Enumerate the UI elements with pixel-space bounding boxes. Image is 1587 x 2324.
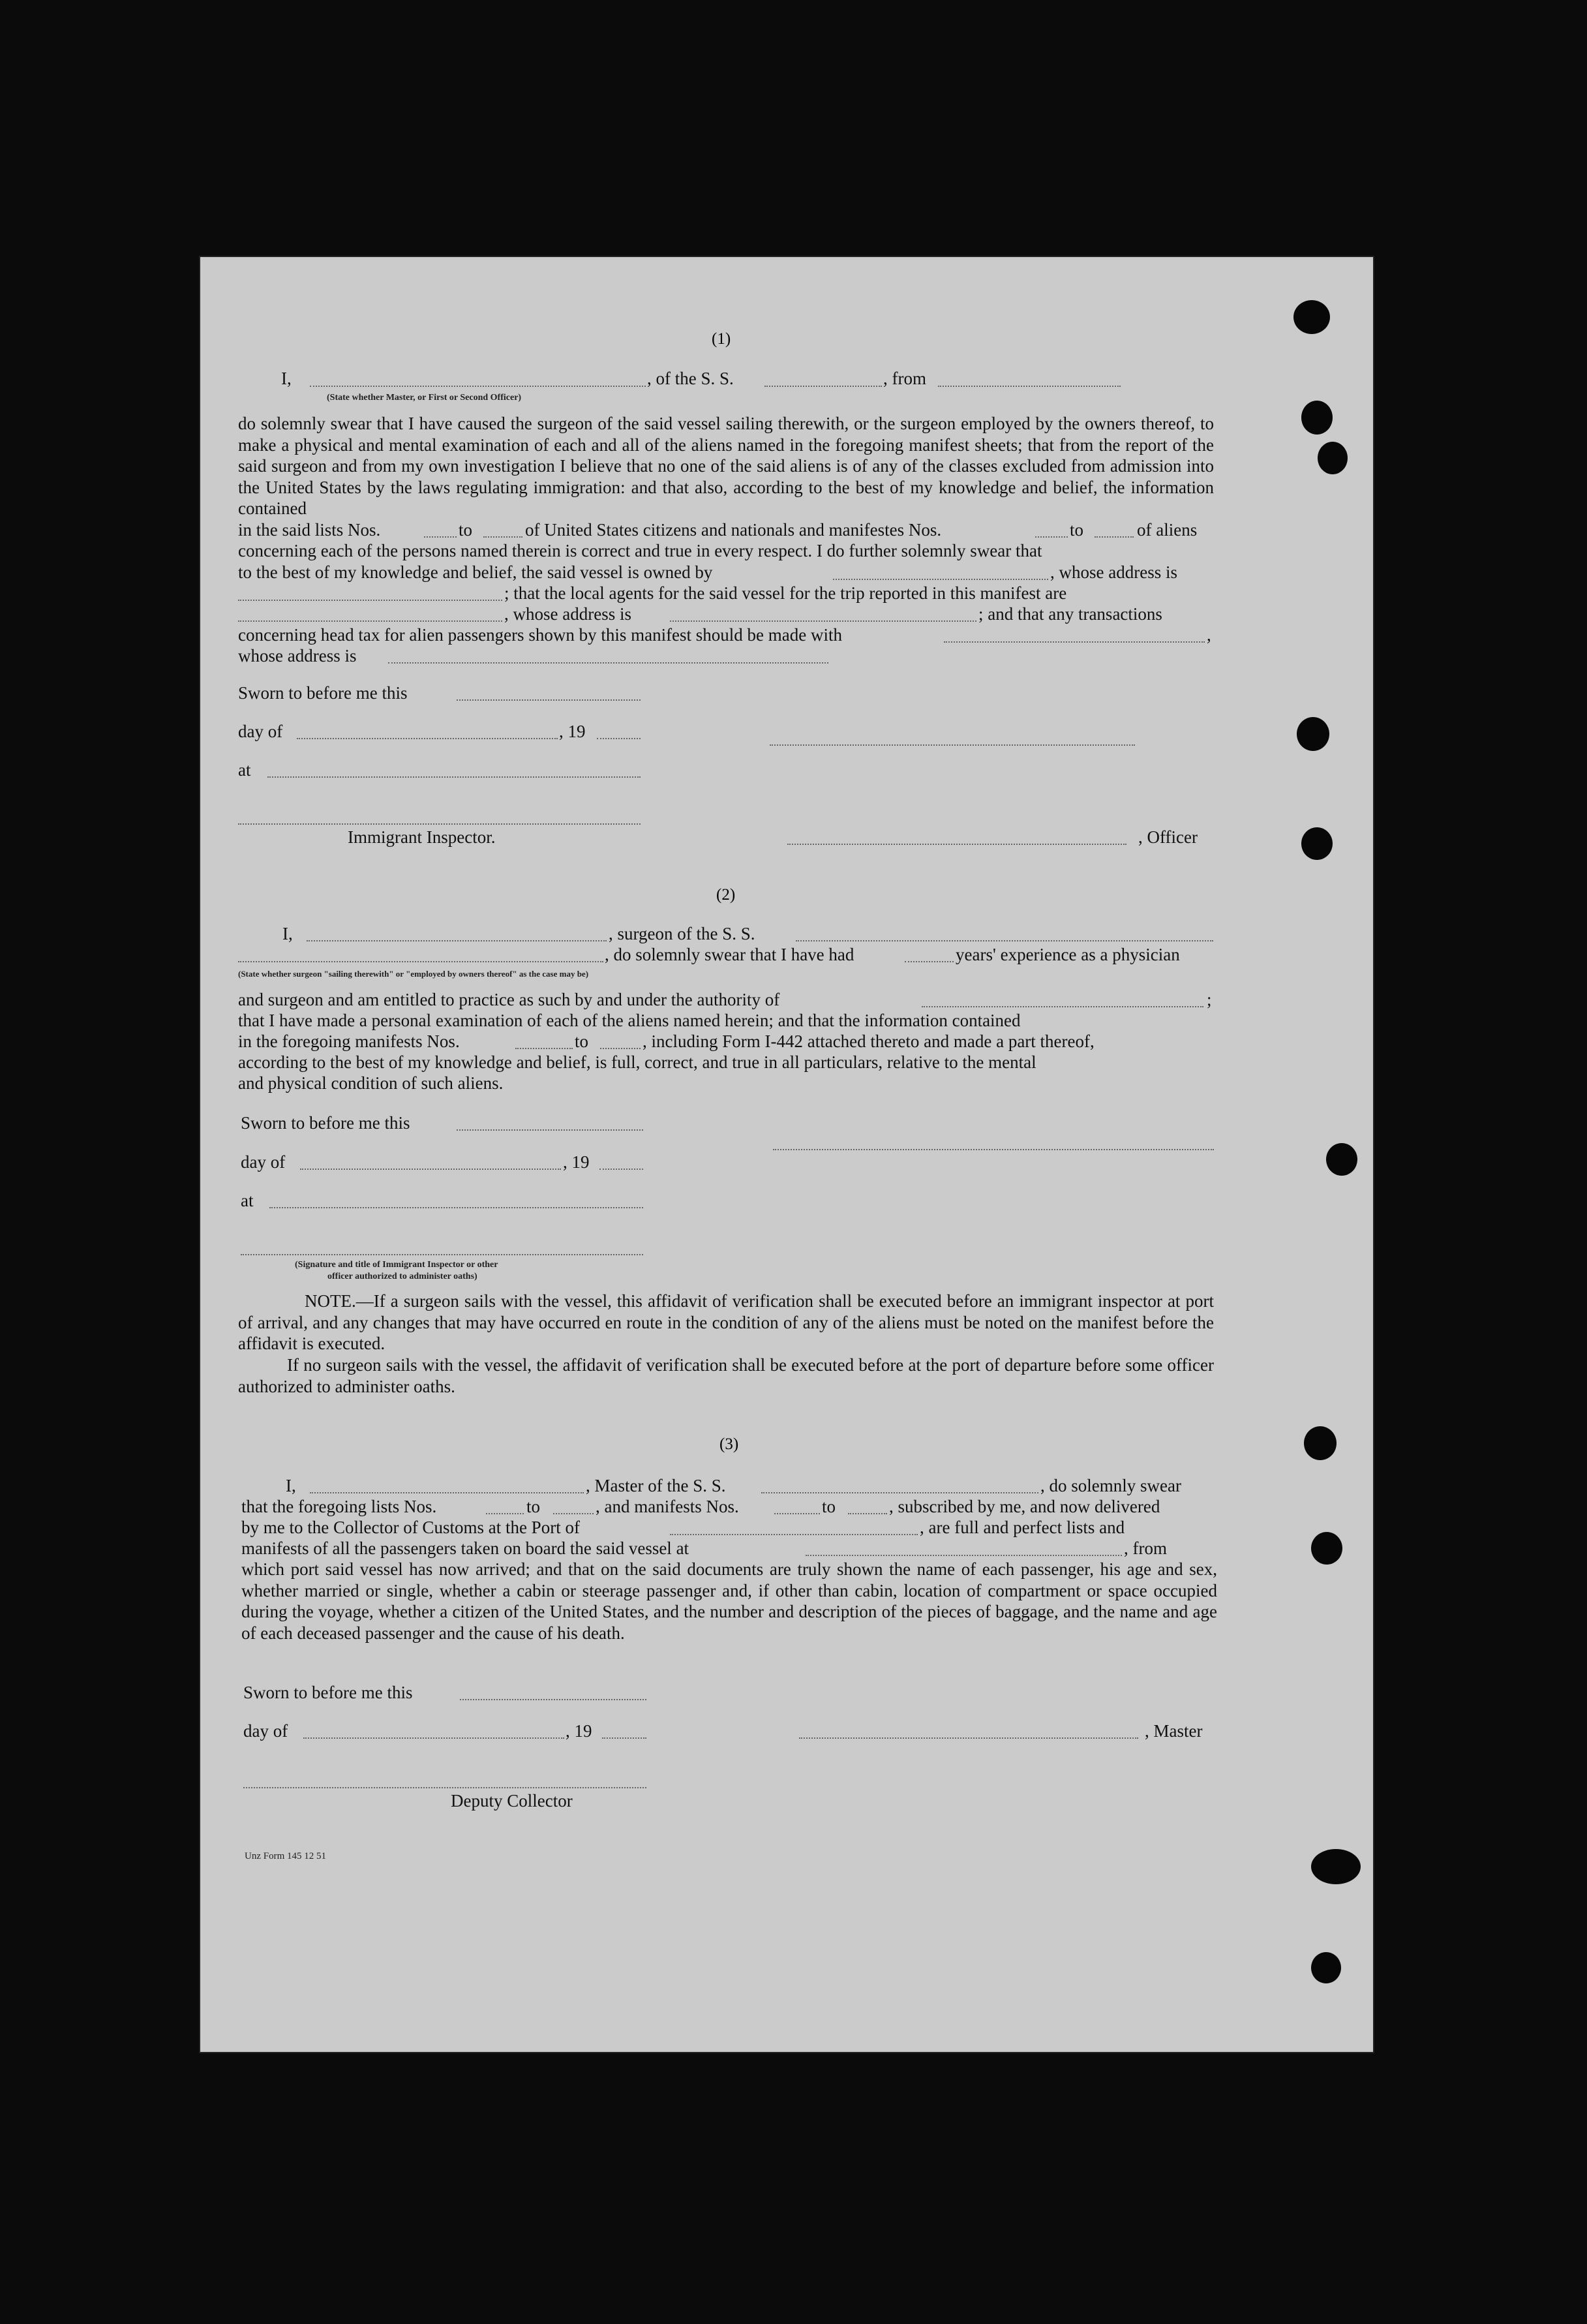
s1-officer: , Officer — [1138, 827, 1198, 847]
s2-at-field[interactable] — [269, 1207, 643, 1208]
s1-owner-address-label: , whose address is — [1050, 562, 1177, 582]
s1-owned-by: to the best of my knowledge and belief, the said vessel is owned by — [238, 562, 713, 582]
s3-taken-on-board: manifests of all the passengers taken on board the said vessel at — [241, 1538, 689, 1558]
binder-hole-icon — [1318, 442, 1348, 474]
s1-at: at — [238, 760, 251, 780]
s2-signature-note-2: officer authorized to administer oaths) — [327, 1272, 477, 1281]
s3-master-of: , Master of the S. S. — [586, 1476, 726, 1495]
s3-master: , Master — [1145, 1721, 1203, 1741]
s1-from: , from — [883, 369, 926, 388]
s2-years: years' experience as a physician — [956, 945, 1180, 964]
binder-hole-icon — [1297, 717, 1329, 751]
binder-hole-icon — [1311, 1849, 1361, 1884]
binder-hole-icon — [1304, 1426, 1337, 1460]
s3-embark-field[interactable] — [806, 1555, 1122, 1556]
s3-lists-label: that the foregoing lists Nos. — [241, 1497, 437, 1516]
s3-port-label: by me to the Collector of Customs at the Port of — [241, 1518, 580, 1537]
s2-sworn-field[interactable] — [457, 1129, 643, 1131]
s1-lists-to-field[interactable] — [483, 536, 522, 538]
s3-day-of: day of — [243, 1721, 288, 1741]
s1-agents-address-label: , whose address is — [504, 604, 631, 624]
s1-owner-field[interactable] — [833, 579, 1048, 580]
s2-paragraph-4: according to the best of my knowledge and belief, is full, correct, and true in all particulars, relative to the mental — [238, 1052, 1036, 1072]
s3-swear: , do solemnly swear — [1040, 1476, 1181, 1495]
s2-note-paragraph-1: NOTE.—If a surgeon sails with the vessel, this affidavit of verification shall be executed before an immigrant inspector at port of arrival, and any changes that may have occurred en route in the condition of any of the aliens must be noted on the manifest before the affidavit is executed. — [238, 1291, 1214, 1353]
s1-lists-label: in the said lists Nos. — [238, 520, 381, 540]
s3-deputy-signature-line[interactable] — [243, 1787, 646, 1788]
s3-sworn: Sworn to before me this — [243, 1683, 413, 1702]
s3-port-field[interactable] — [670, 1534, 918, 1535]
s3-day-field[interactable] — [303, 1737, 564, 1739]
s1-paragraph-1: do solemnly swear that I have caused the surgeon of the said vessel sailing therewith, or the surgeon employed by the owners thereof, to make a physical and mental examination of each and all of the aliens named in the foregoing manifest sheets; that from the report of the said surgeon and from my own investigation I believe that no one of the said aliens is of any of the classes excluded from admission into the United States by the laws regulating immigration: and that also, according to the best of my knowledge and belief, the information contained — [238, 414, 1214, 518]
s3-lists-to: to — [526, 1497, 541, 1516]
s1-paragraph-3: concerning each of the persons named therein is correct and true in every respect. I do further solemnly swear that — [238, 541, 1042, 560]
s2-nineteen: , 19 — [563, 1152, 590, 1172]
s2-sailing-field[interactable] — [238, 961, 603, 962]
s2-authority-field[interactable] — [922, 1006, 1203, 1007]
s1-manifests-from-field[interactable] — [1035, 536, 1068, 538]
s1-year-field[interactable] — [597, 738, 641, 739]
s1-agents-field[interactable] — [238, 620, 502, 622]
s1-day-of: day of — [238, 722, 283, 741]
s1-agents-address-field[interactable] — [670, 620, 976, 622]
s2-manifests-label: in the foregoing manifests Nos. — [238, 1032, 460, 1051]
s3-vessel-field[interactable] — [761, 1492, 1038, 1493]
s1-citizens-text: of United States citizens and nationals and manifestes Nos. — [525, 520, 942, 540]
s1-i-label: I, — [281, 369, 292, 388]
s3-master-name-field[interactable] — [310, 1492, 584, 1493]
s3-i-label: I, — [286, 1476, 296, 1495]
s1-officer-signature-line[interactable] — [770, 744, 1135, 746]
s2-note-paragraph-2: If no surgeon sails with the vessel, the affidavit of verification shall be executed before at the port of departure before some officer authorized to administer oaths. — [238, 1355, 1214, 1396]
form-sheet — [199, 256, 1374, 2053]
s2-authority: and surgeon and am entitled to practice as such by and under the authority of — [238, 990, 780, 1009]
s2-year-field[interactable] — [599, 1169, 643, 1170]
s1-sworn-field[interactable] — [457, 699, 641, 701]
s2-swear: , do solemnly swear that I have had — [605, 945, 854, 964]
section-number-1: (1) — [712, 330, 731, 348]
s2-surgeon-name-field[interactable] — [307, 940, 607, 941]
binder-hole-icon — [1311, 1952, 1341, 1983]
s3-full-lists: , are full and perfect lists and — [920, 1518, 1125, 1537]
form-footer: Unz Form 145 12 51 — [245, 1851, 326, 1861]
s1-owner-address-field[interactable] — [238, 600, 502, 601]
s3-from: , from — [1124, 1538, 1167, 1558]
s3-nineteen: , 19 — [566, 1721, 592, 1741]
s3-lists-from-field[interactable] — [486, 1513, 524, 1514]
s1-manifests-to-field[interactable] — [1095, 536, 1134, 538]
s3-lists-to-field[interactable] — [553, 1513, 594, 1514]
s2-manifests-to: to — [575, 1032, 589, 1051]
s3-year-field[interactable] — [602, 1737, 646, 1739]
s2-including: , including Form I-442 attached thereto and made a part thereof, — [642, 1032, 1095, 1051]
s3-sworn-field[interactable] — [460, 1699, 646, 1700]
s1-at-field[interactable] — [267, 776, 641, 778]
s1-lists-to: to — [459, 520, 473, 540]
s3-manifests-label: , and manifests Nos. — [596, 1497, 739, 1516]
s2-paragraph-2: that I have made a personal examination of each of the aliens named herein; and that the information contained — [238, 1011, 1021, 1030]
s2-signature-note-1: (Signature and title of Immigrant Inspector or other — [295, 1260, 498, 1270]
s1-of-ss: , of the S. S. — [647, 369, 734, 388]
binder-hole-icon — [1293, 300, 1330, 334]
binder-hole-icon — [1311, 1532, 1342, 1565]
s1-head-tax-address-field[interactable] — [388, 662, 828, 664]
section-number-3: (3) — [719, 1435, 739, 1453]
s2-paragraph-5: and physical condition of such aliens. — [238, 1073, 504, 1093]
s3-master-signature-line[interactable] — [799, 1737, 1138, 1739]
s1-vessel-field[interactable] — [764, 386, 882, 387]
s2-inspector-signature-line[interactable] — [241, 1254, 643, 1255]
s3-manifests-from-field[interactable] — [774, 1513, 820, 1514]
s1-inspector-signature-line[interactable] — [238, 823, 641, 825]
s1-nineteen: , 19 — [559, 722, 586, 741]
s3-subscribed: , subscribed by me, and now delivered — [889, 1497, 1160, 1516]
s1-officer-note: (State whether Master, or First or Second Officer) — [327, 393, 522, 403]
s3-deputy-collector: Deputy Collector — [451, 1791, 573, 1811]
s3-paragraph-4: which port said vessel has now arrived; and that on the said documents are truly shown the name of each passenger, his age and sex, whether married or single, whether a cabin or steerage passenger and, if other than cabin, location of compartment or space occupied during the voyage, whether a citizen of the United States, and the number and description of the pieces of baggage, and the name and age of each deceased passenger and the cause of his death. — [241, 1559, 1217, 1643]
s2-i-label: I, — [282, 924, 293, 943]
s1-from-field[interactable] — [938, 386, 1121, 387]
s2-manifests-from-field[interactable] — [515, 1048, 573, 1049]
s1-immigrant-inspector: Immigrant Inspector. — [348, 827, 496, 847]
section-number-2: (2) — [716, 886, 736, 904]
s1-sworn: Sworn to before me this — [238, 683, 408, 703]
s2-years-field[interactable] — [905, 961, 954, 962]
s2-at: at — [241, 1191, 254, 1210]
s2-vessel-field[interactable] — [796, 940, 1213, 941]
s1-local-agents: ; that the local agents for the said vessel for the trip reported in this manifest are — [504, 583, 1067, 603]
s1-name-field[interactable] — [310, 386, 646, 387]
s2-day-field[interactable] — [300, 1169, 561, 1170]
s2-sworn: Sworn to before me this — [241, 1113, 410, 1133]
s3-manifests-to-field[interactable] — [848, 1513, 887, 1514]
s2-surgeon-note: (State whether surgeon "sailing therewith" or "employed by owners thereof" as the case may be) — [238, 969, 589, 979]
s1-head-tax: concerning head tax for alien passengers shown by this manifest should be made with — [238, 625, 843, 645]
s2-signature-line[interactable] — [773, 1149, 1214, 1150]
s1-officer-name-field[interactable] — [787, 844, 1126, 845]
s1-head-tax-field[interactable] — [944, 641, 1205, 643]
s3-manifests-to: to — [822, 1497, 836, 1516]
s2-manifests-to-field[interactable] — [600, 1048, 641, 1049]
s1-of-aliens: of aliens — [1137, 520, 1198, 540]
s1-manifests-to: to — [1070, 520, 1084, 540]
s1-comma: , — [1207, 625, 1211, 645]
s1-lists-from-field[interactable] — [424, 536, 457, 538]
s1-whose-address: whose address is — [238, 646, 357, 665]
binder-hole-icon — [1301, 827, 1333, 860]
binder-hole-icon — [1301, 401, 1333, 435]
s2-surgeon-of: , surgeon of the S. S. — [609, 924, 755, 943]
s2-day-of: day of — [241, 1152, 286, 1172]
s1-day-field[interactable] — [297, 738, 558, 739]
binder-hole-icon — [1326, 1143, 1357, 1176]
s2-semicolon: ; — [1207, 990, 1212, 1009]
s1-transactions: ; and that any transactions — [978, 604, 1162, 624]
